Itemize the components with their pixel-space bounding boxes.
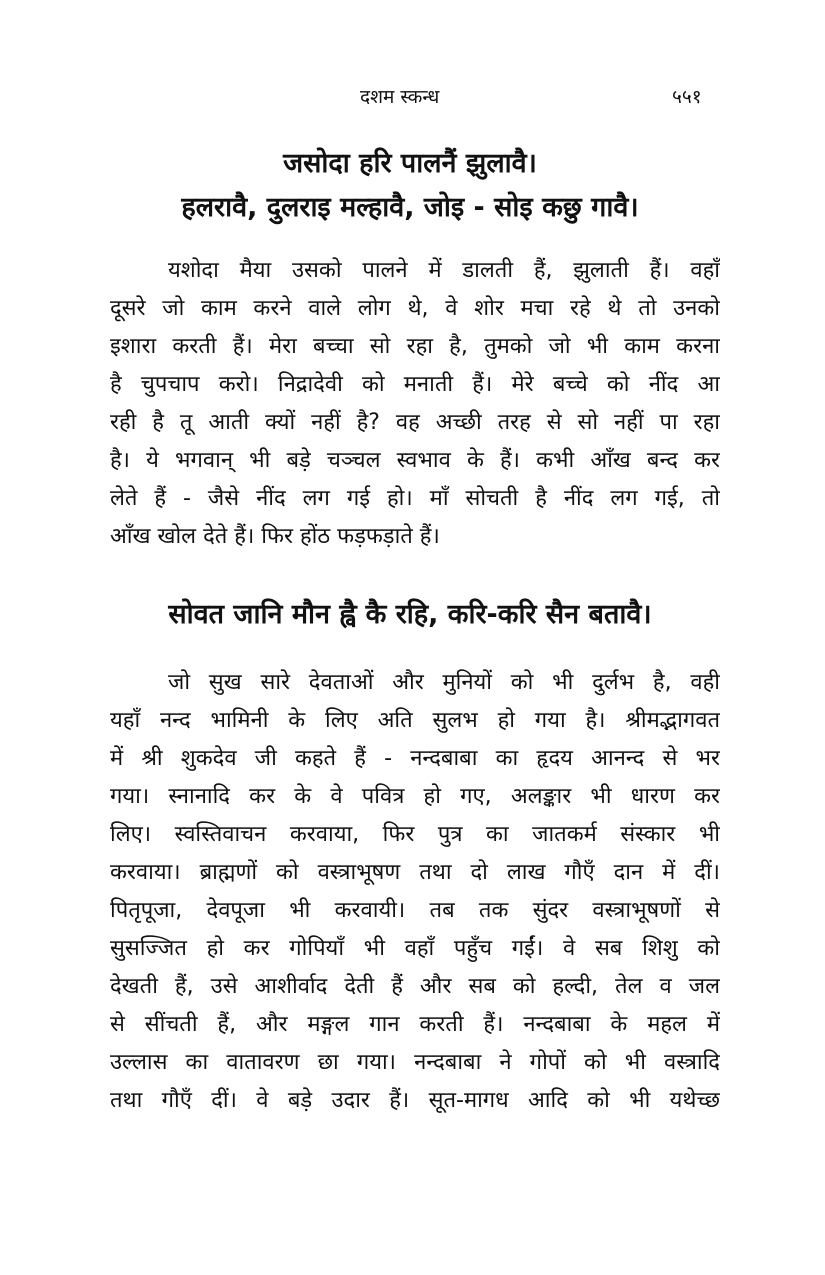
paragraph-1 [110, 252, 720, 556]
paragraph-line: यशोदा मैया उसको पालने में डालती हैं, झुलाती हैं। वहाँ [168, 258, 720, 283]
verse-2: सोवत जानि मौन ह्वै कै रहि, करि-करि सैन बतावै। [168, 599, 652, 630]
paragraph-line: से सींचती हैं, और मङ्गल गान करती हैं। नन्दबाबा के महल में [110, 1012, 720, 1037]
paragraph-line: तथा गौएँ दीं। वे बड़े उदार हैं। सूत-मागध आदि को भी यथेच्छ [110, 1088, 720, 1113]
verse-1-line-2: हलरावै, दुलराइ मल्हावै, जोइ - सोइ कछु गावै। [181, 192, 639, 223]
paragraph-line: है। ये भगवान् भी बड़े चञ्चल स्वभाव के हैं। कभी आँख बन्द कर [110, 448, 720, 473]
paragraph-line: में श्री शुकदेव जी कहते हैं - नन्दबाबा का हृदय आनन्द से भर [110, 746, 720, 771]
paragraph-line: करवाया। ब्राह्मणों को वस्त्राभूषण तथा दो लाख गौएँ दान में दीं। [110, 860, 720, 885]
verse-1-line-1: जसोदा हरि पालनैं झुलावै। [283, 148, 537, 179]
paragraph-line: दूसरे जो काम करने वाले लोग थे, वे शोर मचा रहे थे तो उनको [110, 296, 720, 321]
paragraph-line: आँख खोल देते हैं। फिर होंठ फड़फड़ाते हैं। [110, 524, 440, 549]
verse-1 [100, 142, 720, 230]
paragraph-line: यहाँ नन्द भामिनी के लिए अति सुलभ हो गया है। श्रीमद्भागवत [110, 708, 720, 733]
paragraph-line: इशारा करती हैं। मेरा बच्चा सो रहा है, तुमको जो भी काम करना [110, 334, 720, 359]
paragraph-line: जो सुख सारे देवताओं और मुनियों को भी दुर्लभ है, वही [168, 670, 720, 695]
paragraph-line: गया। स्नानादि कर के वे पवित्र हो गए, अलङ्कार भी धारण कर [110, 784, 720, 809]
paragraph-line: लिए। स्वस्तिवाचन करवाया, फिर पुत्र का जातकर्म संस्कार भी [110, 822, 720, 847]
paragraph-line: सुसज्जित हो कर गोपियाँ भी वहाँ पहुँच गईं। वे सब शिशु को [110, 936, 720, 961]
paragraph-line: रही है तू आती क्यों नहीं है? वह अच्छी तरह से सो नहीं पा रहा [110, 410, 720, 435]
paragraph-2 [110, 664, 720, 1120]
page-number: ५५१ [672, 86, 702, 108]
paragraph-line: उल्लास का वातावरण छा गया। नन्दबाबा ने गोपों को भी वस्त्रादि [110, 1050, 720, 1075]
paragraph-line: देखती हैं, उसे आशीर्वाद देती हैं और सब को हल्दी, तेल व जल [110, 974, 720, 999]
paragraph-line: है चुपचाप करो। निद्रादेवी को मनाती हैं। मेरे बच्चे को नींद आ [110, 372, 720, 397]
running-head: दशम स्कन्ध [360, 86, 440, 108]
paragraph-line: पितृपूजा, देवपूजा भी करवायी। तब तक सुंदर वस्त्राभूषणों से [110, 898, 720, 923]
paragraph-line: लेते हैं - जैसे नींद लग गई हो। माँ सोचती है नींद लग गई, तो [110, 486, 720, 511]
